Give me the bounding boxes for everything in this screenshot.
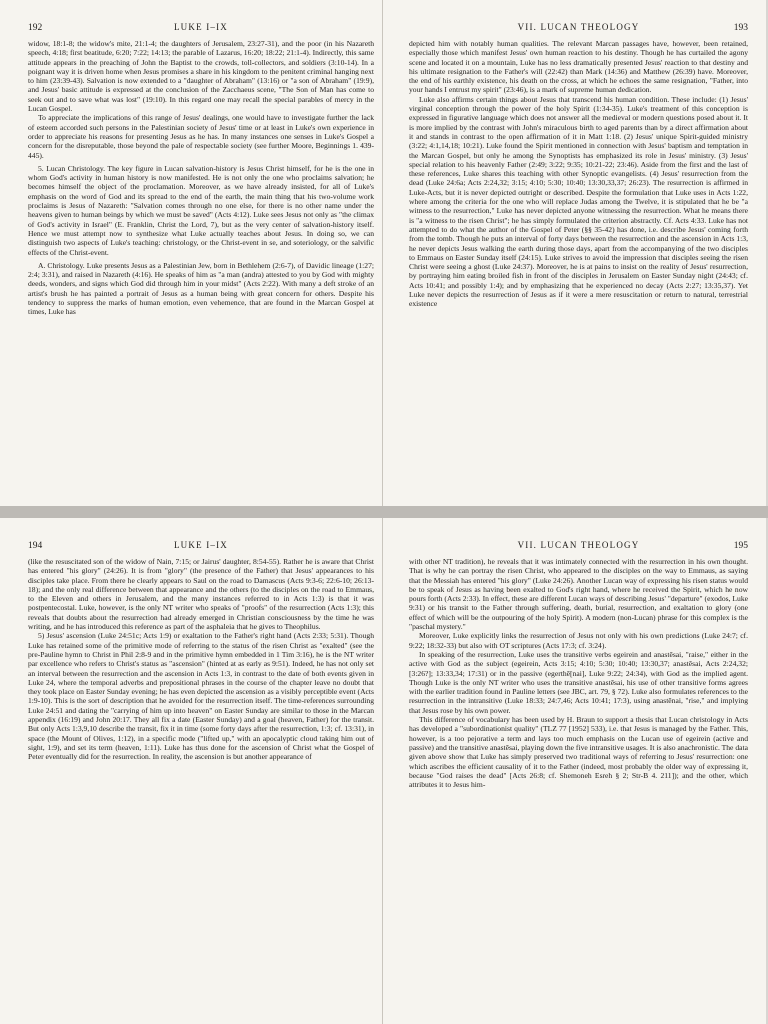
page-number: 193 xyxy=(733,23,748,33)
bottom-spread xyxy=(0,518,768,1024)
page-text xyxy=(28,557,374,762)
running-head xyxy=(409,22,748,33)
page-gap xyxy=(0,506,768,518)
page-number: 195 xyxy=(733,541,748,551)
paragraph: widow, 18:1-8; the widow's mite, 21:1-4; the daughters of Jerusalem, 23:27-31), and the poor (in his Nazareth speech, 4:18; first beatitude, 6:20; 7:22; 14:13; the parable of Lazarus, 16:20; 18:22; 21:1-4). Indirectly, this same attitude appears in the preaching of John the Baptist to the crowds, toll-collectors, and soldiers (3:10-14). In a poignant way it is driven home when Jesus promises a share in his kingdom to the penitent criminal hanging next to him (23:39-43). Salvation is now extended to a "daughter of Abraham" (13:16) or "a son of Abraham" (19:9), and Jesus' basic attitude is expressed at the conclusion of the Zacchaeus scene, "The Son of Man has come to seek out and to save what was lost" (19:10). In this regard one may recall the special parables of mercy in the Lucan Gospel. xyxy=(28,39,374,114)
page-192 xyxy=(0,0,383,506)
paragraph: 5. Lucan Christology. The key figure in Lucan salvation-history is Jesus Christ himself, for he is the one in whom God's activity in human history is now manifested. He is not only the one who proclaims salvation; he becomes himself the object of the proclamation. Moreover, as we have already insisted, for all of Luke's emphasis on the word of God and its spread to the end of the earth, the main thing that his two-volume work proclaims is Jesus of Nazareth: "Salvation comes through no one else, for there is no other name under the heavens given to human beings by which we must be saved" (Acts 4:12). Luke sees Jesus not only as "the climax of God's activity in Israel" (E. Franklin, Christ the Lord, 7), but as the very center of salvation-history itself. Hence we must attempt now to synthesize what Luke actually teaches about Jesus. In doing so, we can distinguish two aspects of Luke's teaching: christology, or the Christ-event in se, and soteriology, or the salvific effects of the Christ-event. xyxy=(28,163,374,257)
running-title: VII. LUCAN THEOLOGY xyxy=(517,540,640,550)
running-head xyxy=(409,540,748,551)
running-title: LUKE I–IX xyxy=(173,540,229,550)
top-spread xyxy=(0,0,768,506)
paragraph: To appreciate the implications of this range of Jesus' dealings, one would have to investigate further the lack of esteem accorded such persons in the Palestinian society of Jesus' time or at least in Luke's own experience in order to appreciate his reasons for presenting Jesus as he has. In many instances one senses in Luke's Gospel a concern for the disreputable, those beyond the pale of respectable society (see further Moore, Beginnings 1. 439-445). xyxy=(28,113,374,160)
running-head xyxy=(28,22,374,33)
paragraph: Moreover, Luke explicitly links the resurrection of Jesus not only with his own predictions (Luke 24:7; cf. 9:22; 18:32-33) but also with OT scriptures (Acts 17:3; cf. 3:24). xyxy=(409,631,748,650)
running-head xyxy=(28,540,374,551)
page-193 xyxy=(383,0,766,506)
running-title: VII. LUCAN THEOLOGY xyxy=(517,22,640,32)
page-194 xyxy=(0,518,383,1024)
paragraph: In speaking of the resurrection, Luke uses the transitive verbs egeirein and anastēsai, "raise," either in the active with God as the subject (egeirein, Acts 3:15; 4:10; 5:30; 10:40; 13:30,37; anastēsai, Acts 2:24,32; [3:26?]; 13:33,34; 17:31) or in the passive (egerthē[nai], Luke 9:22; 24:34), with God as the implied agent. Though Luke is the only NT writer who uses the transitive anastēsai, his use of other transitive forms agrees with the earlier tradition found in Pauline letters (see JBC, art. 79, § 72). Luke also formulates references to the resurrection in the intransitive (Luke 18:33; 24:7,46; Acts 10:41; 17:3), using anastēnai, "rise," and implying that Jesus rose by his own power. xyxy=(409,649,748,715)
page-text xyxy=(409,39,748,309)
paragraph: (like the resuscitated son of the widow of Nain, 7:15; or Jairus' daughter, 8:54-55). Rather he is aware that Christ has entered "his glory" (24:26). It is from "glory" (the presence of the Father) that Jesus' appearances to his disciples take place. From there he clearly appears to Saul on the road to Damascus (Acts 9:3-6; 22:6-10; 26:13-18); and the only real difference between that appearance and the others (to the disciples on the road to Emmaus, to the Eleven and others in Jerusalem, and the many instances referred to in Acts 1:3) is that it was postpentecostal. Luke, however, is the only NT writer who speaks of "proofs" of the resurrection (Acts 1:3); this reveals that doubts about the resurrection had already emerged in Christian consciousness by the time he was writing, and he has introduced this reference as part of the asphaleia that he gives to Theophilus. xyxy=(28,557,374,632)
page-195 xyxy=(383,518,766,1024)
page-text xyxy=(28,39,374,317)
page-number: 192 xyxy=(28,23,43,33)
paragraph: with other NT tradition), he reveals that it was intimately connected with the resurrection in his own thought. That is why he can portray the risen Christ, who appeared to the disciples on the way to Emmaus, as saying that the Messiah has entered "his glory" (Luke 24:26). Another Lucan way of expressing his risen status would be to speak of Jesus as having been exalted to God's right hand, where he received the Spirit, which he now pours forth (Acts 2:33). In effect, these are different Lucan ways of describing Jesus' "departure" (exodos, Luke 9:31) or his transit to the Father through suffering, death, burial, resurrection, and exaltation to glory (one effect of which will be the outpouring of the holy Spirit). A modern (non-Lucan) phrase for this complex is the "paschal mystery." xyxy=(409,557,748,632)
page-text xyxy=(409,557,748,789)
paragraph: 5) Jesus' ascension (Luke 24:51c; Acts 1:9) or exaltation to the Father's right hand (Acts 2:33; 5:31). Though Luke has retained some of the primitive mode of referring to the status of the risen Christ as "exalted" (see the pre-Pauline hymn to Christ in Phil 2:8-9 and in the primitive hymn embedded in 1 Tim 3:16), he is the NT writer par excellence who refers to Christ's status as "ascension" (hinted at as early as 9:51). Indeed, he has not only set an interval between the resurrection and the ascension in Acts 1:3, in contrast to the date of both events given in Luke 24, where the temporal adverbs and prepositional phrases in the course of the chapter leave no doubt that they took place on Easter Sunday evening; he has even depicted the ascension as a visibly perceptible event (Acts 1:9-10). This is the sort of description that he avoided for the resurrection itself. The time-references surrounding Luke 24:51 and dating the "carrying of him up into heaven" on Easter Sunday are similar to those in the Marcan appendix (16:19) and John 20:17. They all fix a date (Easter Sunday) and a goal (heaven, Father) for the transit. But only Acts 1:3,9,10 describe the transit, fix it in time (some forty days after the resurrection, 1:3; cf. 13:31), in space (the Mount of Olives, 1:12), in a specific mode ("lifted up," with an apocalyptic cloud taking him out of sight, 1:9), and set its term (heaven, 1:11). Luke has thus done for the ascension of Christ what the Gospel of Peter eventually did for the resurrection. In reality, the ascension is but another appearance of xyxy=(28,631,374,762)
paragraph: This difference of vocabulary has been used by H. Braun to support a thesis that Lucan christology in Acts has developed a "subordinationist quality" (TLZ 77 [1952] 533), i.e. that Jesus is managed by the Father. This, however, is a too pejorative a term and lays too much emphasis on the Lucan use of egeirein (active and passive) and the transitive anastēsai, playing down the five intransitive usages. It is also anachronistic. The data given above show that Luke has simply preserved two traditional ways of referring to Jesus' resurrection: one which ascribes the efficient causality of it to the Father (indeed, most probably the older way of expressing it, because "God raises the dead" [Acts 26:8; cf. Shemoneh Esreh § 2; Str-B 4. 211]); and the other, which attributes it to Jesus him- xyxy=(409,715,748,790)
paragraph: depicted him with notably human qualities. The relevant Marcan passages have, however, been retained, especially those which manifest Jesus' own human reaction to his destiny. Though he has curtailed the agony scene and located it on a mountain, Luke has no less dramatically presented Jesus' reaction to that destiny and his ultimate resignation to the Father's will (22:42) than Mark (14:36) and Matthew (26:39) have. Moreover, the end of his earthly existence, his death on the cross, at which he echoes the same resignation, "Father, into your hands I entrust my spirit" (23:46), is a mark of supreme human dedication. xyxy=(409,39,748,95)
paragraph: Luke also affirms certain things about Jesus that transcend his human condition. These include: (1) Jesus' virginal conception through the power of the holy Spirit (1:34-35). Luke's treatment of this conception is expressed in figurative language which does not answer all the medieval or modern questions posed about it. It is more implied by the contrast with John's miraculous birth to aged parents than by a direct affirmation about it and stands in contrast to the open affirmation of it in Matt 1:18. (2) Jesus' unique Spirit-guided ministry (3:22; 4:1,14,18; 10:21). Luke found the Spirit mentioned in connection with Jesus' baptism and temptation in the Marcan Gospel, but only he among the Synoptists has emphasized its role in Jesus' ministry. (3) Jesus' special relation to his heavenly Father (2:49; 3:22; 9:35; 10:21-22; 23:46). Aside from the first and the last of these references, Luke shares this teaching with other Synoptic evangelists. (4) Jesus' resurrection from the dead (Luke 24:6a; Acts 2:24,32; 3:15; 4:10; 5:30; 10:40; 13:30,33,37; 26:23). The resurrection is affirmed in Luke-Acts, but it is never depicted outright or described. Despite the formulation that Luke uses in Acts 1:22, where among the criteria for the one who will replace Judas among the Twelve, it is stipulated that he be "a witness to the resurrection," Luke has never depicted anyone witnessing the resurrection. What he means there is "a witness to the risen Christ"; he has simply formulated the criterion abstractly. Cf. Acts 4:33. Luke has not attempted to do what the author of the Gospel of Peter (§§ 35-42) has done, i.e. describe Jesus' coming forth from the tomb. Though he puts an interval of forty days between the resurrection and the ascension in Acts 1:3, he never depicts Jesus walking the earth during those days, apart from the accompanying of the two disciples to Emmaus on Easter Sunday itself (24:15). Luke strives to avoid the impression that disciples seeing the risen Christ were seeing a ghost (Luke 24:37). Moreover, he is at pains to insist on the reality of Jesus' resurrection, by portraying him eating broiled fish in front of the disciples in Jerusalem on Easter Sunday night (24:43; cf. Acts 10:41; and possibly 1:4); and by emphasizing that he experienced no decay (Acts 2:27; 13:35,37). Yet Luke never depicts the resurrection of Jesus as if it were a mere resuscitation or return to natural, terrestrial existence xyxy=(409,94,748,309)
paragraph: A. Christology. Luke presents Jesus as a Palestinian Jew, born in Bethlehem (2:6-7), of Davidic lineage (1:27; 2:4; 3:31), and raised in Nazareth (4:16). He speaks of him as "a man (andra) attested to you by God with mighty deeds, wonders, and signs which God did through him in your midst" (Acts 2:22). With many a deft stroke of an artist's brush he has painted a portrait of Jesus as a human being with great concern for others. Despite his tendency to suppress the marks of human emotion, even vehemence, that are found in the Marcan Gospel at times, Luke has xyxy=(28,260,374,317)
running-title: LUKE I–IX xyxy=(173,22,229,32)
page-number: 194 xyxy=(28,541,43,551)
